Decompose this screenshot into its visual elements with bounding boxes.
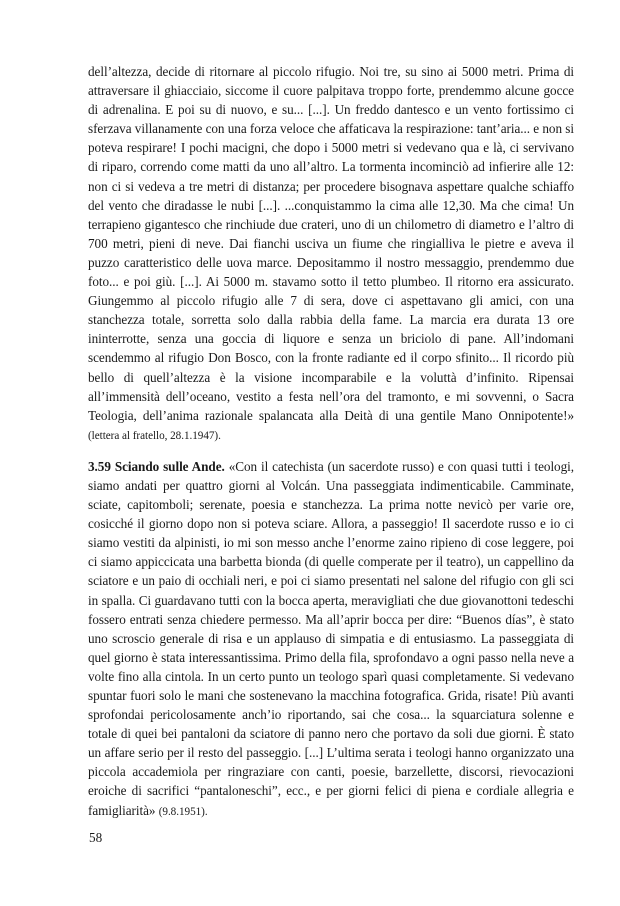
page-body [88, 62, 574, 822]
citation: (9.8.1951). [158, 805, 208, 818]
paragraph-letter-climb [88, 62, 574, 446]
paragraph-text: «Con il catechista (un sacerdote russo) e con quasi tutti i teologi, siamo andati per quattro giorni al Volcán. Una passeggiata indimenticabile. Camminate, sciate, capitomboli; serenate, poesia e stanchezza. La prima notte nevicò per varie ore, cosicché il giorno dopo non si poteva sciare. Allora, a passeggio! Il sacerdote russo e io ci siamo vestiti da alpinisti, io mi son messo anche l’enorme zaino ripieno di cose leggere, poi ci siamo appiccicata una barbetta bionda (di quelle comperate per il teatro), un cappellino da sciatore e un paio di occhiali neri, e poi ci siamo presentati nel salone del rifugio con gli sci in spalla. Ci guardavano tutti con la bocca aperta, meravigliati che due giovanottoni tedeschi fossero entrati senza chiedere permesso. Ma all’aprir bocca per dire: “Buenos días”, è stato uno scroscio generale di risa e un applauso di simpatia e di entusiasmo. La passeggiata di quel giorno è stata interessantissima. Primo della fila, sprofondavo a ogni passo nella neve a volte fino alla cintola. In un certo punto un teologo sparì quasi completamente. Si vedevano spuntar fuori solo le mani che sostenevano la macchina fotografica. Grida, risate! Più avanti sprofondai pericolosamente anch’io riportando, sai che cosa... la squarciatura solenne e totale di quei bei pantaloni da sciatore di panno nero che portavo da soli due giorni. È stato un affare serio per il resto del passeggio. [...] L’ultima serata i teologi hanno organizzato una piccola accademiola per ringraziare con canti, poesie, barzellette, discorsi, rievocazioni eroiche di sacrifici “pantaloneschi”, ecc., e per giorni felici di piena e cordiale allegria e famigliarità» [88, 458, 575, 818]
section-title: Sciando sulle Ande. [114, 458, 225, 474]
paragraph-section-3-59 [88, 457, 574, 822]
citation: (lettera al fratello, 28.1.1947). [88, 429, 221, 442]
paragraph-text: dell’altezza, decide di ritornare al piccolo rifugio. Noi tre, su sino ai 5000 metri. Prima di attraversare il ghiacciaio, siccome il cuore palpitava troppo forte, prendemmo alcune gocce di adrenalina. E poi su di nuovo, e su... [...]. Un freddo dantesco e un vento fortissimo ci sferzava villanamente con una forza veloce che affaticava la respirazione: tant’aria... e non si poteva respirare! I pochi macigni, che dopo i 5000 metri si vedevano qua e là, ci servivano di riparo, correndo come matti da uno all’altro. La tormenta incominciò ad infierire alle 12: non ci si vedeva a tre metri di distanza; per procedere bisognava aspettare qualche schiaffo del vento che diradasse le nubi [...]. ...conquistammo la cima alle 12,30. Ma che cima! Un terrapieno gigantesco che rinchiude due crateri, uno di un chilometro di diametro e l’altro di 700 metri, pieni di neve. Dai fianchi usciva un fiume che ringialliva le pietre e aveva il puzzo caratteristico delle uova marce. Depositammo il nostro messaggio, prendemmo due foto... e poi giù. [...]. Ai 5000 m. stavamo sotto il tetto plumbeo. Il ritorno era assicurato. Giungemmo al piccolo rifugio alle 7 di sera, dove ci aspettavano gli amici, con una stanchezza totale, sorretta solo dalla rabbia della fame. La marcia era durata 13 ore ininterrotte, senza una goccia di liquore e senza un briciolo di pane. All’indomani scendemmo al rifugio Don Bosco, con la fronte radiante ed il corpo sfinito... Il ricordo più bello di quell’altezza è la visione incomparabile e la voluttà d’infinito. Ripensai all’immensità dell’oceano, vestito a festa nell’ora del tramonto, e mi sovvenni, o Sacra Teologia, dell’anima razionale spalancata alla Deità di una gentile Mano Onnipotente!» [88, 64, 574, 423]
page-number: 58 [89, 830, 103, 845]
section-number: 3.59 [88, 458, 111, 474]
